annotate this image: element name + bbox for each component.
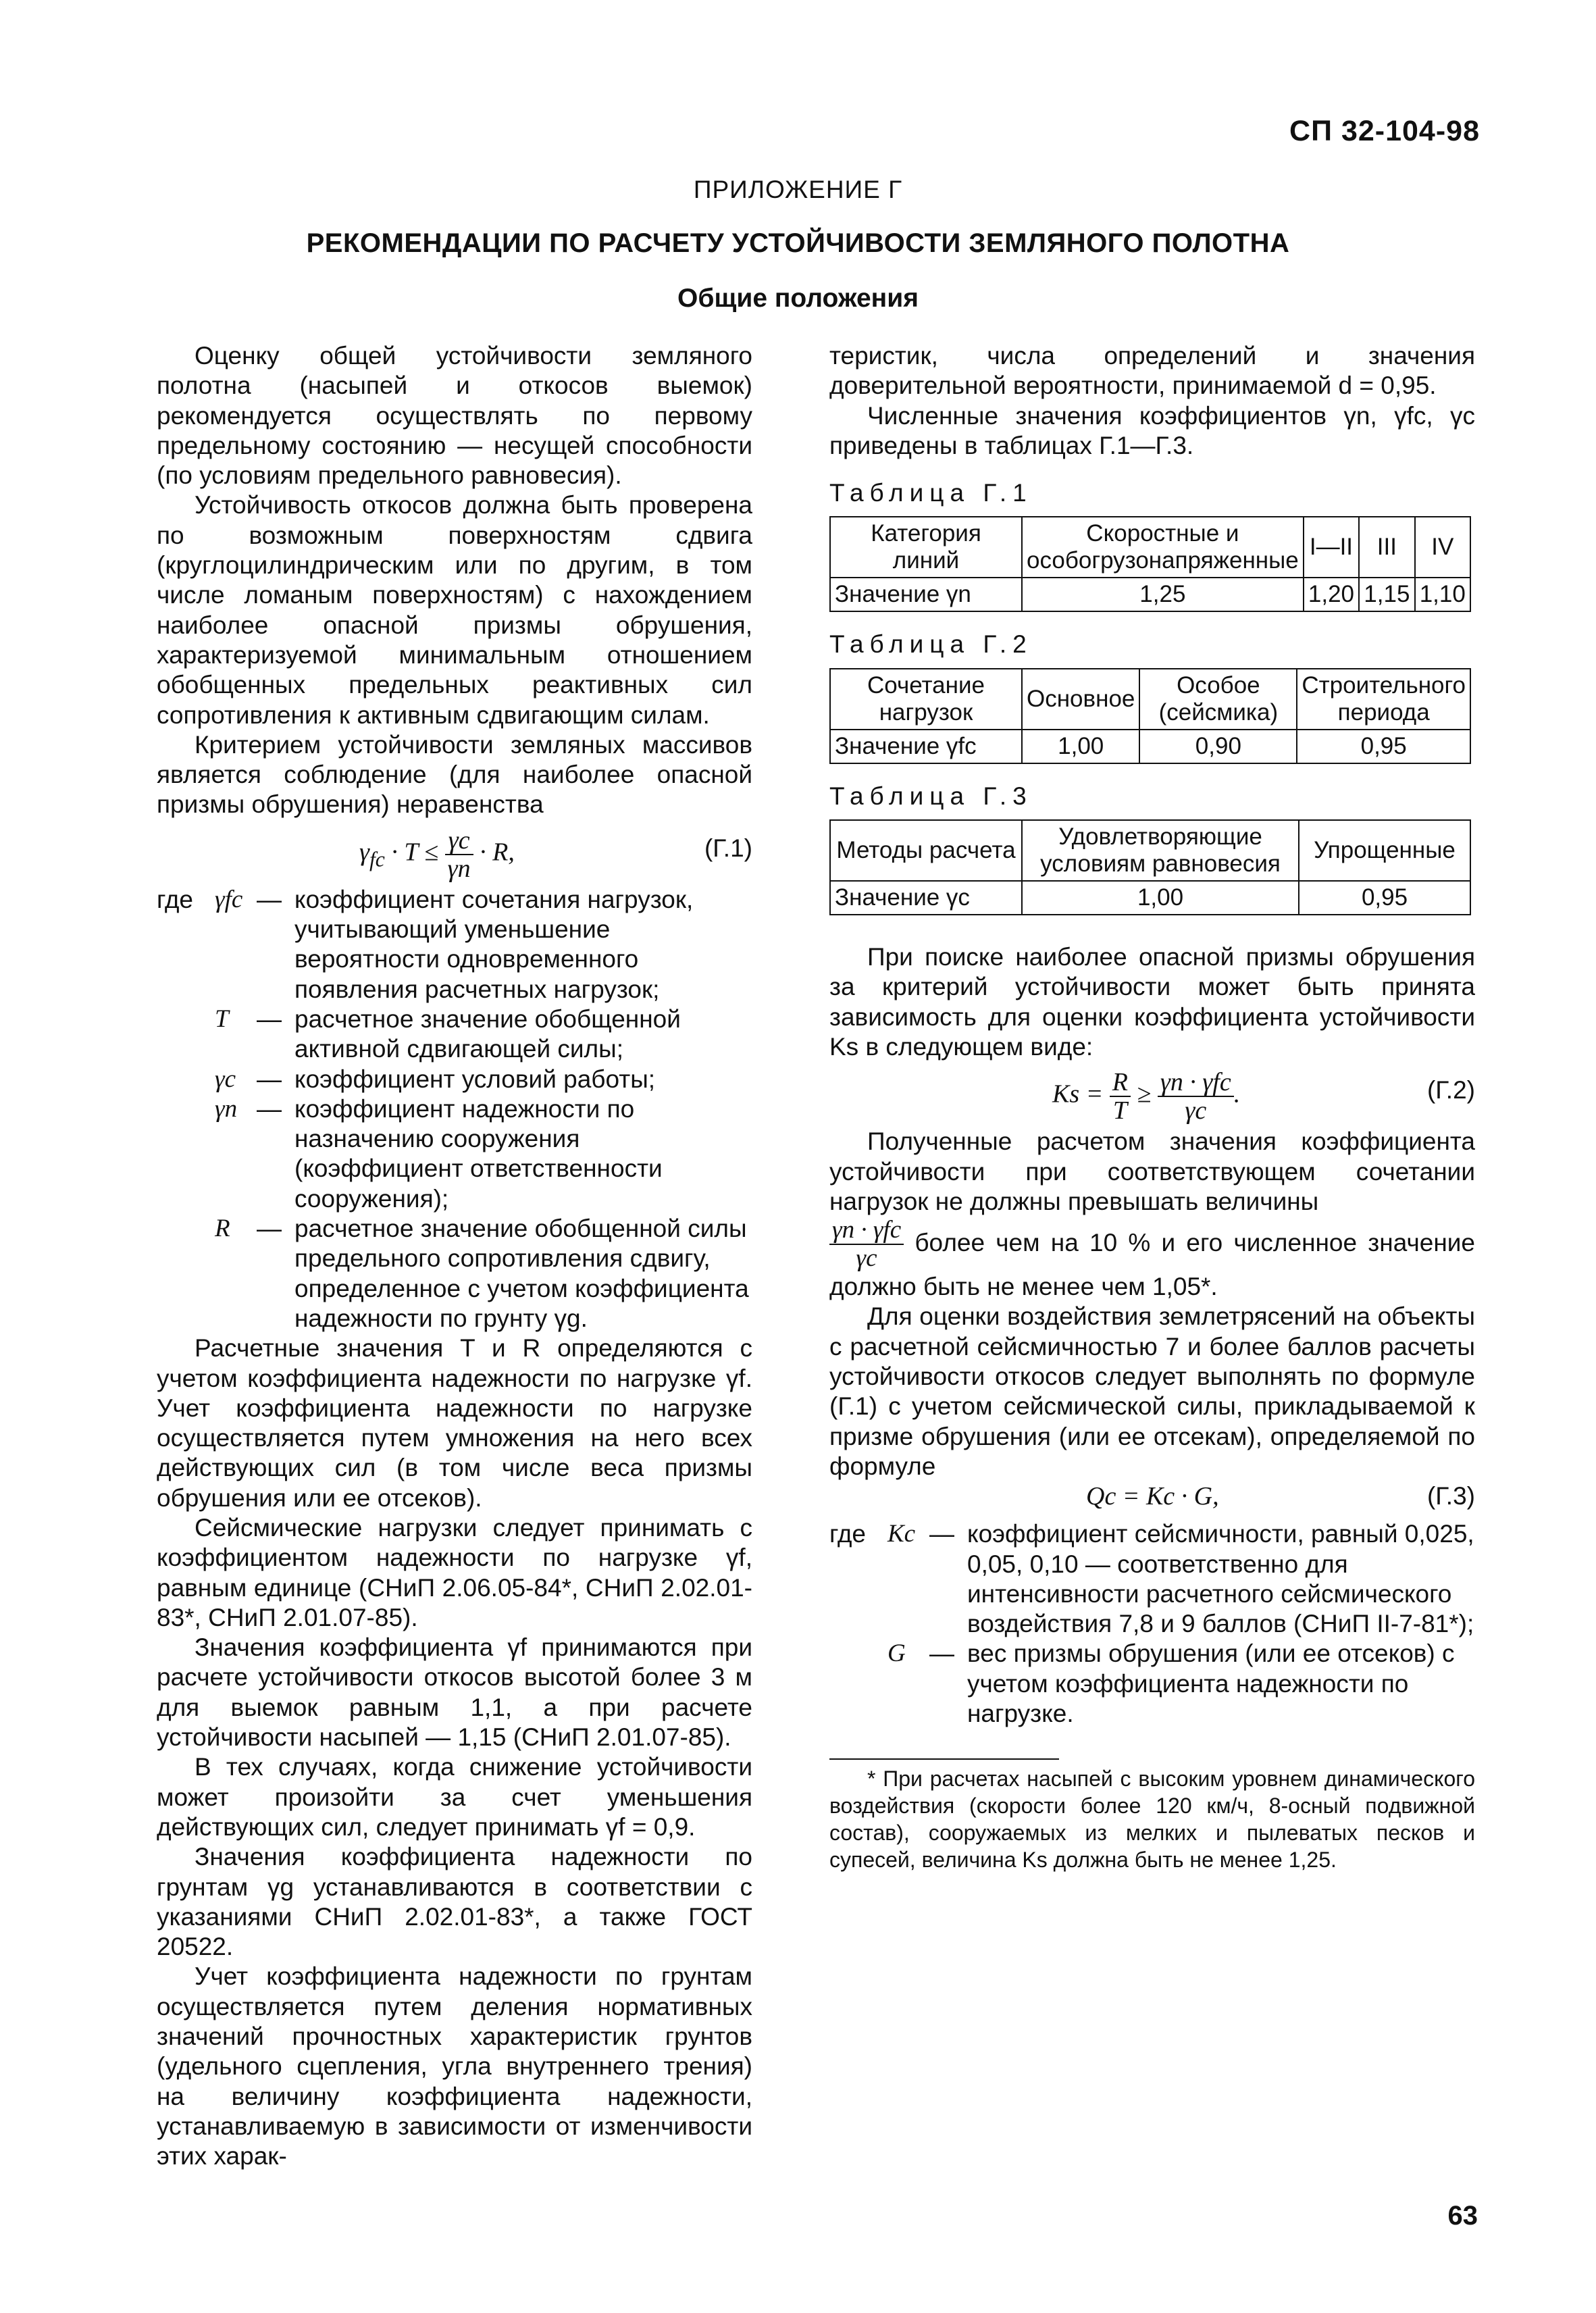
- table-caption: Таблица Г.2: [829, 630, 1033, 659]
- definition-item: где γfc — коэффициент сочетания нагрузок, учитывающий уменьшение вероятности одновременного появления расчетных нагрузок;: [157, 885, 694, 1003]
- fraction: $\frac{\gamma c}{\gamma n}$: [445, 827, 473, 882]
- section-title: Общие положения: [677, 284, 919, 313]
- fraction: $\frac{R}{T}$: [1110, 1069, 1131, 1124]
- definition-list: [829, 1519, 1475, 1729]
- definition-item: γc — коэффициент условий работы;: [215, 1065, 656, 1093]
- formula-g1: $\gamma_{fc} \cdot T$ ≤ $\frac{\gamma c}{\gamma n}$ · R, (Г.1): [359, 825, 752, 883]
- table-cell: Значение γfc: [830, 730, 1022, 763]
- table-row: [830, 881, 1470, 915]
- definition-list: [157, 885, 752, 1333]
- table-cell: 1,00: [1022, 881, 1299, 915]
- table-caption: Таблица Г.1: [829, 479, 1033, 507]
- table-cell: Значение γn: [830, 578, 1022, 611]
- paragraph: Оценку общей устойчивости земляного полотна (насыпей и откосов выемок) рекомендуется осуществлять по первому предельному состоянию — несущей способности (по условиям предельного равновесия).: [157, 342, 752, 490]
- table-header-row: [830, 669, 1470, 730]
- formula-g2: Ks = $\frac{R}{T}$ ≥ $\frac{\text{γn · γfc}}{\gamma c}$ . (Г.2): [1052, 1068, 1475, 1125]
- paragraph: Учет коэффициента надежности по грунтам осуществляется путем деления нормативных значений прочностных характеристик грунтов (удельного сцепления, угла внутреннего трения) на величину коэффициента надежности, устанавливаемую в зависимости от изменчивости этих харак-: [157, 1962, 752, 2170]
- paragraph: Критерием устойчивости земляных массивов является соблюдение (для наиболее опасной призмы обрушения) неравенства: [157, 730, 752, 819]
- fraction: $\frac{\text{γn · γfc}}{\gamma c}$: [1158, 1069, 1234, 1124]
- table-cell: Значение γc: [830, 881, 1022, 915]
- table-cell: 1,20: [1304, 578, 1359, 611]
- table-header-row: [830, 820, 1470, 881]
- definition-item: где Kc — коэффициент сейсмичности, равный 0,025, 0,05, 0,10 — соответственно для интенсивности расчетного сейсмического воздействия 7,8 и 9 баллов (СНиП II-7-81*);: [829, 1520, 1474, 1638]
- table-cell: IV: [1415, 517, 1470, 578]
- table-cell: 0,95: [1299, 881, 1470, 915]
- page-title: РЕКОМЕНДАЦИИ ПО РАСЧЕТУ УСТОЙЧИВОСТИ ЗЕМЛЯНОГО ПОЛОТНА: [306, 228, 1290, 258]
- table-cell: 1,00: [1022, 730, 1139, 763]
- paragraph: теристик, числа определений и значения доверительной вероятности, принимаемой d = 0,95.: [829, 342, 1475, 400]
- document-code: СП 32-104-98: [1289, 115, 1480, 147]
- formula-number: (Г.1): [704, 834, 752, 862]
- paragraph: Значения коэффициента γf принимаются при расчете устойчивости откосов высотой более 3 м для выемок равным 1,1, а при расчете устойчивости насыпей — 1,15 (СНиП 2.01.07-85).: [157, 1633, 752, 1752]
- paragraph: Расчетные значения T и R определяются с учетом коэффициента надежности по нагрузке γf. Учет коэффициента надежности по нагрузке осуществляется путем умножения на него всех действующих сил (в том числе веса призмы обрушения или ее отсеков).: [157, 1334, 752, 1512]
- fraction: $\frac{\text{γn · γfc}}{\gamma c}$: [829, 1217, 904, 1272]
- paragraph: Для оценки воздействия землетрясений на объекты с расчетной сейсмичностью 7 и более баллов расчеты устойчивости откосов следует выполнять по формуле (Г.1) с учетом сейсмической силы, прикладываемой к призме обрушения (или ее отсекам), определяемой по формуле: [829, 1302, 1475, 1480]
- left-column: [157, 341, 752, 2172]
- definition-item: G — вес призмы обрушения (или ее отсеков) с учетом коэффициента надежности по нагрузке.: [887, 1640, 1455, 1728]
- table-cell: Упрощенные: [1299, 820, 1470, 881]
- paragraph: Полученные расчетом значения коэффициента устойчивости при соответствующем сочетании нагрузок не должны превышать величины: [829, 1127, 1475, 1215]
- definition-item: R — расчетное значение обобщенной силы предельного сопротивления сдвигу, определенное с учетом коэффициента надежности по грунту γg.: [215, 1215, 749, 1332]
- formula-number: (Г.3): [1426, 1482, 1475, 1510]
- table-cell: Сочетание нагрузок: [830, 669, 1022, 730]
- paragraph: $\frac{\text{γn · γfc}}{\gamma c}$ более чем на 10 % и его численное значение должно быть не менее чем 1,05*.: [829, 1216, 1476, 1301]
- footnote: * При расчетах насыпей с высоким уровнем динамического воздействия (скорости более 120 км/ч, 8-осный подвижной состав), сооружаемых из мелких и пылеватых песков и супесей, величина Ks должна быть не менее 1,25.: [829, 1766, 1475, 1873]
- table-cell: Строительного периода: [1297, 669, 1470, 730]
- table-cell: Основное: [1022, 669, 1139, 730]
- table-cell: 0,90: [1139, 730, 1297, 763]
- definition-item: T — расчетное значение обобщенной активной сдвигающей силы;: [215, 1005, 681, 1063]
- table-cell: Особое (сейсмика): [1139, 669, 1297, 730]
- table-cell: 0,95: [1297, 730, 1470, 763]
- table-cell: 1,15: [1359, 578, 1414, 611]
- table-g1: [829, 516, 1471, 612]
- right-column: [829, 341, 1475, 1873]
- paragraph: Численные значения коэффициентов γn, γfc, γc приведены в таблицах Г.1—Г.3.: [829, 401, 1475, 459]
- table-cell: Удовлетворяющие условиям равновесия: [1022, 820, 1299, 881]
- table-cell: 1,25: [1022, 578, 1304, 611]
- table-cell: I—II: [1304, 517, 1359, 578]
- table-cell: III: [1359, 517, 1414, 578]
- table-row: [830, 730, 1470, 763]
- table-g3: [829, 819, 1471, 915]
- table-header-row: [830, 517, 1470, 578]
- paragraph: В тех случаях, когда снижение устойчивости может произойти за счет уменьшения действующих сил, следует принимать γf = 0,9.: [157, 1753, 752, 1841]
- table-cell: Скоростные и особогрузонапряженные: [1022, 517, 1304, 578]
- table-g2: [829, 668, 1471, 764]
- paragraph: Сейсмические нагрузки следует принимать с коэффициентом надежности по нагрузке γf, равным единице (СНиП 2.06.05-84*, СНиП 2.02.01-83*, СНиП 2.01.07-85).: [157, 1513, 752, 1631]
- page-number: 63: [1447, 2201, 1478, 2231]
- table-row: [830, 578, 1470, 611]
- table-cell: 1,10: [1415, 578, 1470, 611]
- paragraph: Значения коэффициента надежности по грунтам γg устанавливаются в соответствии с указаниями СНиП 2.02.01-83*, а также ГОСТ 20522.: [157, 1843, 752, 1961]
- definition-item: γn — коэффициент надежности по назначению сооружения (коэффициент ответственности сооружения);: [215, 1094, 663, 1213]
- appendix-label: ПРИЛОЖЕНИЕ Г: [693, 176, 903, 203]
- formula-number: (Г.2): [1426, 1076, 1475, 1104]
- table-caption: Таблица Г.3: [829, 782, 1033, 810]
- footnote-divider: [829, 1758, 1059, 1760]
- paragraph: При поиске наиболее опасной призмы обрушения за критерий устойчивости может быть принята зависимость для оценки коэффициента устойчивости Ks в следующем виде:: [829, 943, 1475, 1061]
- table-cell: Категория линий: [830, 517, 1022, 578]
- formula-g3: Qc = Kc · G, (Г.3): [1086, 1482, 1475, 1511]
- paragraph: Устойчивость откосов должна быть проверена по возможным поверхностям сдвига (круглоцилиндрическим или по другим, в том числе ломаным поверхностям) с нахождением наиболее опасной призмы обрушения, характеризуемой минимальным отношением обобщенных предельных реактивных сил сопротивления к активным сдвигающим силам.: [157, 491, 752, 729]
- table-cell: Методы расчета: [830, 820, 1022, 881]
